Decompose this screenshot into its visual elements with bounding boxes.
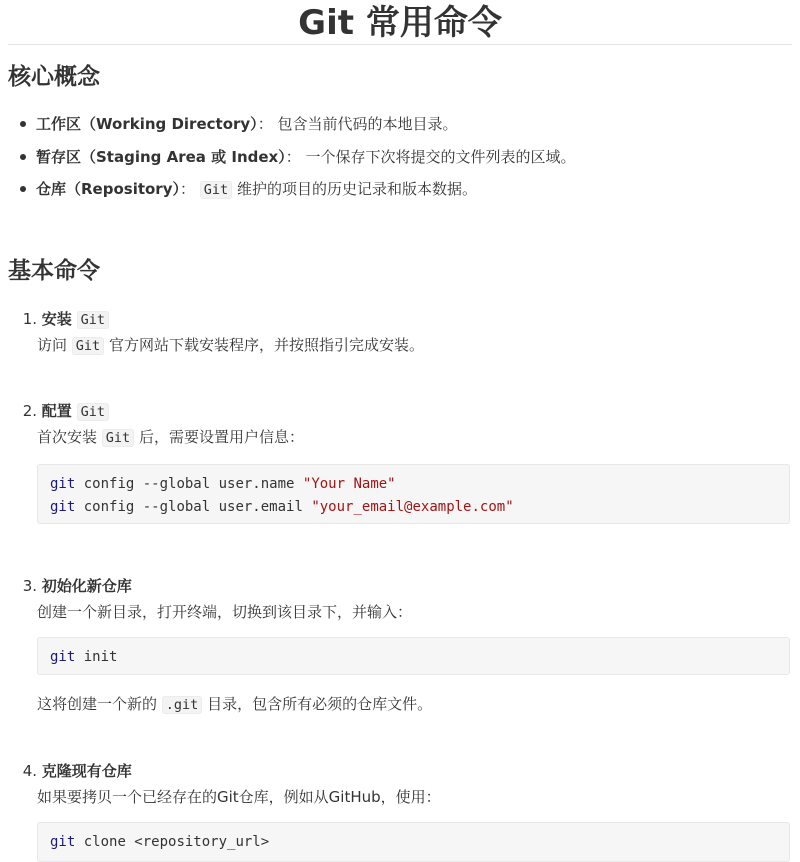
step-install-git bbox=[8, 306, 792, 358]
step-title: 配置 bbox=[41, 402, 72, 420]
code-command: git bbox=[50, 498, 76, 515]
page-title: Git 常用命令 bbox=[8, 0, 792, 45]
code-command: git bbox=[50, 834, 76, 850]
code-command: git bbox=[50, 649, 76, 665]
code-block-config[interactable] bbox=[37, 464, 790, 524]
step-note bbox=[37, 691, 432, 718]
step-heading bbox=[8, 398, 792, 424]
step-configure-git bbox=[8, 398, 792, 450]
code-string: "your_email@example.com" bbox=[311, 498, 514, 515]
concept-description: 维护的项目的历史记录和版本数据。 bbox=[236, 180, 477, 198]
step-heading bbox=[8, 758, 792, 784]
step-number: 4. bbox=[22, 762, 37, 780]
inline-code: .git bbox=[162, 696, 203, 714]
step-init-repo bbox=[8, 573, 792, 625]
code-args: init bbox=[83, 649, 118, 665]
code-line bbox=[50, 499, 514, 515]
step-description bbox=[8, 424, 792, 450]
code-args: config --global user.name bbox=[83, 476, 295, 492]
text-segment: 目录，包含所有必须的仓库文件。 bbox=[207, 695, 433, 713]
concept-separator: ： bbox=[257, 115, 273, 133]
step-number: 2. bbox=[22, 402, 37, 420]
concept-description: 包含当前代码的本地目录。 bbox=[277, 115, 458, 133]
step-description bbox=[8, 332, 792, 358]
inline-code: Git bbox=[77, 311, 109, 329]
list-item bbox=[8, 141, 788, 174]
step-number: 3. bbox=[22, 577, 37, 595]
core-concepts-list bbox=[8, 108, 788, 206]
text-segment: 访问 bbox=[37, 336, 68, 354]
inline-code: Git bbox=[77, 403, 109, 421]
text-segment: 官方网站下载安装程序，并按照指引完成安装。 bbox=[108, 336, 424, 354]
inline-code: Git bbox=[200, 181, 232, 199]
code-line bbox=[50, 476, 396, 492]
step-description: 如果要拷贝一个已经存在的Git仓库，例如从GitHub，使用： bbox=[37, 788, 441, 806]
bullet-icon bbox=[20, 121, 26, 127]
list-item bbox=[8, 108, 788, 141]
text-segment: 后，需要设置用户信息： bbox=[138, 428, 304, 446]
code-block-init[interactable] bbox=[37, 637, 790, 675]
code-block-clone[interactable] bbox=[37, 822, 790, 862]
code-string: "Your Name" bbox=[302, 476, 396, 492]
step-title: 克隆现有仓库 bbox=[41, 762, 132, 780]
step-clone-repo bbox=[8, 758, 792, 810]
text-segment: 首次安装 bbox=[37, 428, 98, 446]
code-line bbox=[50, 834, 269, 850]
concept-separator: ： bbox=[285, 147, 301, 166]
code-args: config --global user.email bbox=[83, 498, 303, 515]
concept-term: 仓库（Repository） bbox=[36, 180, 180, 198]
step-description: 创建一个新目录，打开终端，切换到该目录下，并输入： bbox=[37, 603, 413, 621]
inline-code: Git bbox=[102, 429, 134, 447]
concept-separator: ： bbox=[180, 180, 196, 198]
step-number: 1. bbox=[22, 310, 37, 328]
code-line bbox=[50, 649, 117, 665]
concept-term: 工作区（Working Directory） bbox=[36, 115, 258, 133]
step-heading bbox=[8, 573, 792, 599]
bullet-icon bbox=[20, 186, 26, 192]
text-segment: 这将创建一个新的 bbox=[37, 695, 158, 713]
concept-description: 一个保存下次将提交的文件列表的区域。 bbox=[305, 147, 576, 166]
bullet-icon bbox=[20, 154, 26, 160]
inline-code: Git bbox=[72, 337, 104, 355]
concept-term: 暂存区（Staging Area 或 Index） bbox=[36, 147, 286, 166]
code-command: git bbox=[50, 476, 76, 492]
section-heading-core-concepts: 核心概念 bbox=[8, 64, 100, 90]
section-heading-basic-commands: 基本命令 bbox=[8, 258, 100, 284]
list-item bbox=[8, 173, 788, 206]
step-heading bbox=[8, 306, 792, 332]
step-title: 初始化新仓库 bbox=[41, 577, 132, 595]
code-args: clone <repository_url> bbox=[83, 834, 270, 850]
step-title: 安装 bbox=[41, 310, 72, 328]
